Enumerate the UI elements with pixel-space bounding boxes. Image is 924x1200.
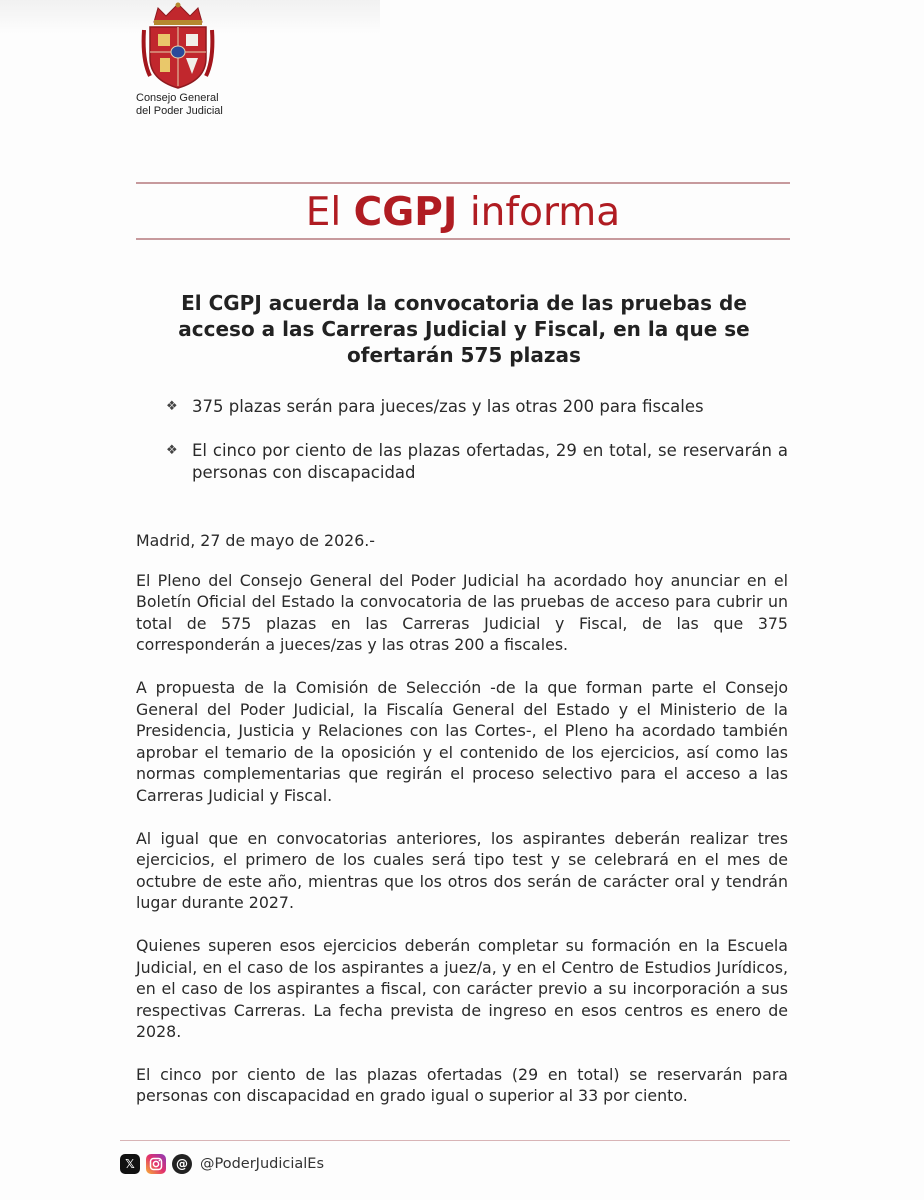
threads-icon[interactable]: @ xyxy=(172,1154,192,1174)
paragraph: Quienes superen esos ejercicios deberán completar su formación en la Escuela Judicial, en el caso de los aspirantes a juez/a, y en el Centro de Estudios Jurídicos, en el caso de los aspirantes a fiscal, con carácter previo a su incorporación a sus respectivas Carreras. La fecha prevista de ingreso en esos centros es enero de 2028. xyxy=(136,935,788,1042)
headline: El CGPJ acuerda la convocatoria de las pruebas de acceso a las Carreras Judicial y Fiscal, en la que se ofertarán 575 plazas xyxy=(178,291,750,367)
org-name xyxy=(136,92,276,118)
paragraph: El Pleno del Consejo General del Poder Judicial ha acordado hoy anunciar en el Boletín Oficial del Estado la convocatoria de las pruebas de acceso para cubrir un total de 575 plazas en las Carreras Judicial y Fiscal, de las que 375 corresponderán a jueces/zas y las otras 200 a fiscales. xyxy=(136,570,788,655)
article-body xyxy=(136,530,788,1128)
highlight-text: El cinco por ciento de las plazas ofertadas, 29 en total, se reservarán a personas con discapacidad xyxy=(192,441,788,482)
paragraph: Al igual que en convocatorias anteriores, los aspirantes deberán realizar tres ejercicios, el primero de los cuales será tipo test y se celebrará en el mes de octubre de este año, mientras que los otros dos serán de carácter oral y tendrán lugar durante 2027. xyxy=(136,828,788,913)
banner-title xyxy=(136,188,790,238)
social-handle[interactable]: @PoderJudicialEs xyxy=(200,1156,325,1172)
highlight-item xyxy=(166,440,788,484)
x-icon[interactable]: 𝕏 xyxy=(120,1154,140,1174)
banner-prefix: El xyxy=(305,190,342,235)
highlight-text: 375 plazas serán para jueces/zas y las otras 200 para fiscales xyxy=(192,397,704,416)
banner-suffix: informa xyxy=(469,190,621,235)
paragraph: A propuesta de la Comisión de Selección -de la que forman parte el Consejo General del Poder Judicial, la Fiscalía General del Estado y el Ministerio de la Presidencia, Justicia y Relaciones con las Cortes-, el Pleno ha acordado también aprobar el temario de la oposición y el contenido de los ejercicios, así como las normas complementarias que regirán el proceso selectivo para el acceso a las Carreras Judicial y Fiscal. xyxy=(136,677,788,805)
highlights-list xyxy=(166,396,788,484)
coat-of-arms-icon xyxy=(140,0,216,90)
social-footer xyxy=(120,1152,324,1176)
header-rule-bottom xyxy=(136,238,790,240)
footer-rule xyxy=(120,1140,790,1141)
diamond-bullet-icon: ❖ xyxy=(166,399,178,414)
instagram-icon[interactable] xyxy=(146,1154,166,1174)
org-name-line1: Consejo General xyxy=(136,92,219,104)
dateline: Madrid, 27 de mayo de 2026.- xyxy=(136,531,375,550)
paragraph: El cinco por ciento de las plazas ofertadas (29 en total) se reservarán para personas con discapacidad en grado igual o superior al 33 por ciento. xyxy=(136,1064,788,1106)
org-name-line2: del Poder Judicial xyxy=(136,105,223,117)
banner-strong: CGPJ xyxy=(353,190,458,235)
highlight-item xyxy=(166,396,788,418)
diamond-bullet-icon: ❖ xyxy=(166,443,178,458)
header-rule-top xyxy=(136,182,790,184)
